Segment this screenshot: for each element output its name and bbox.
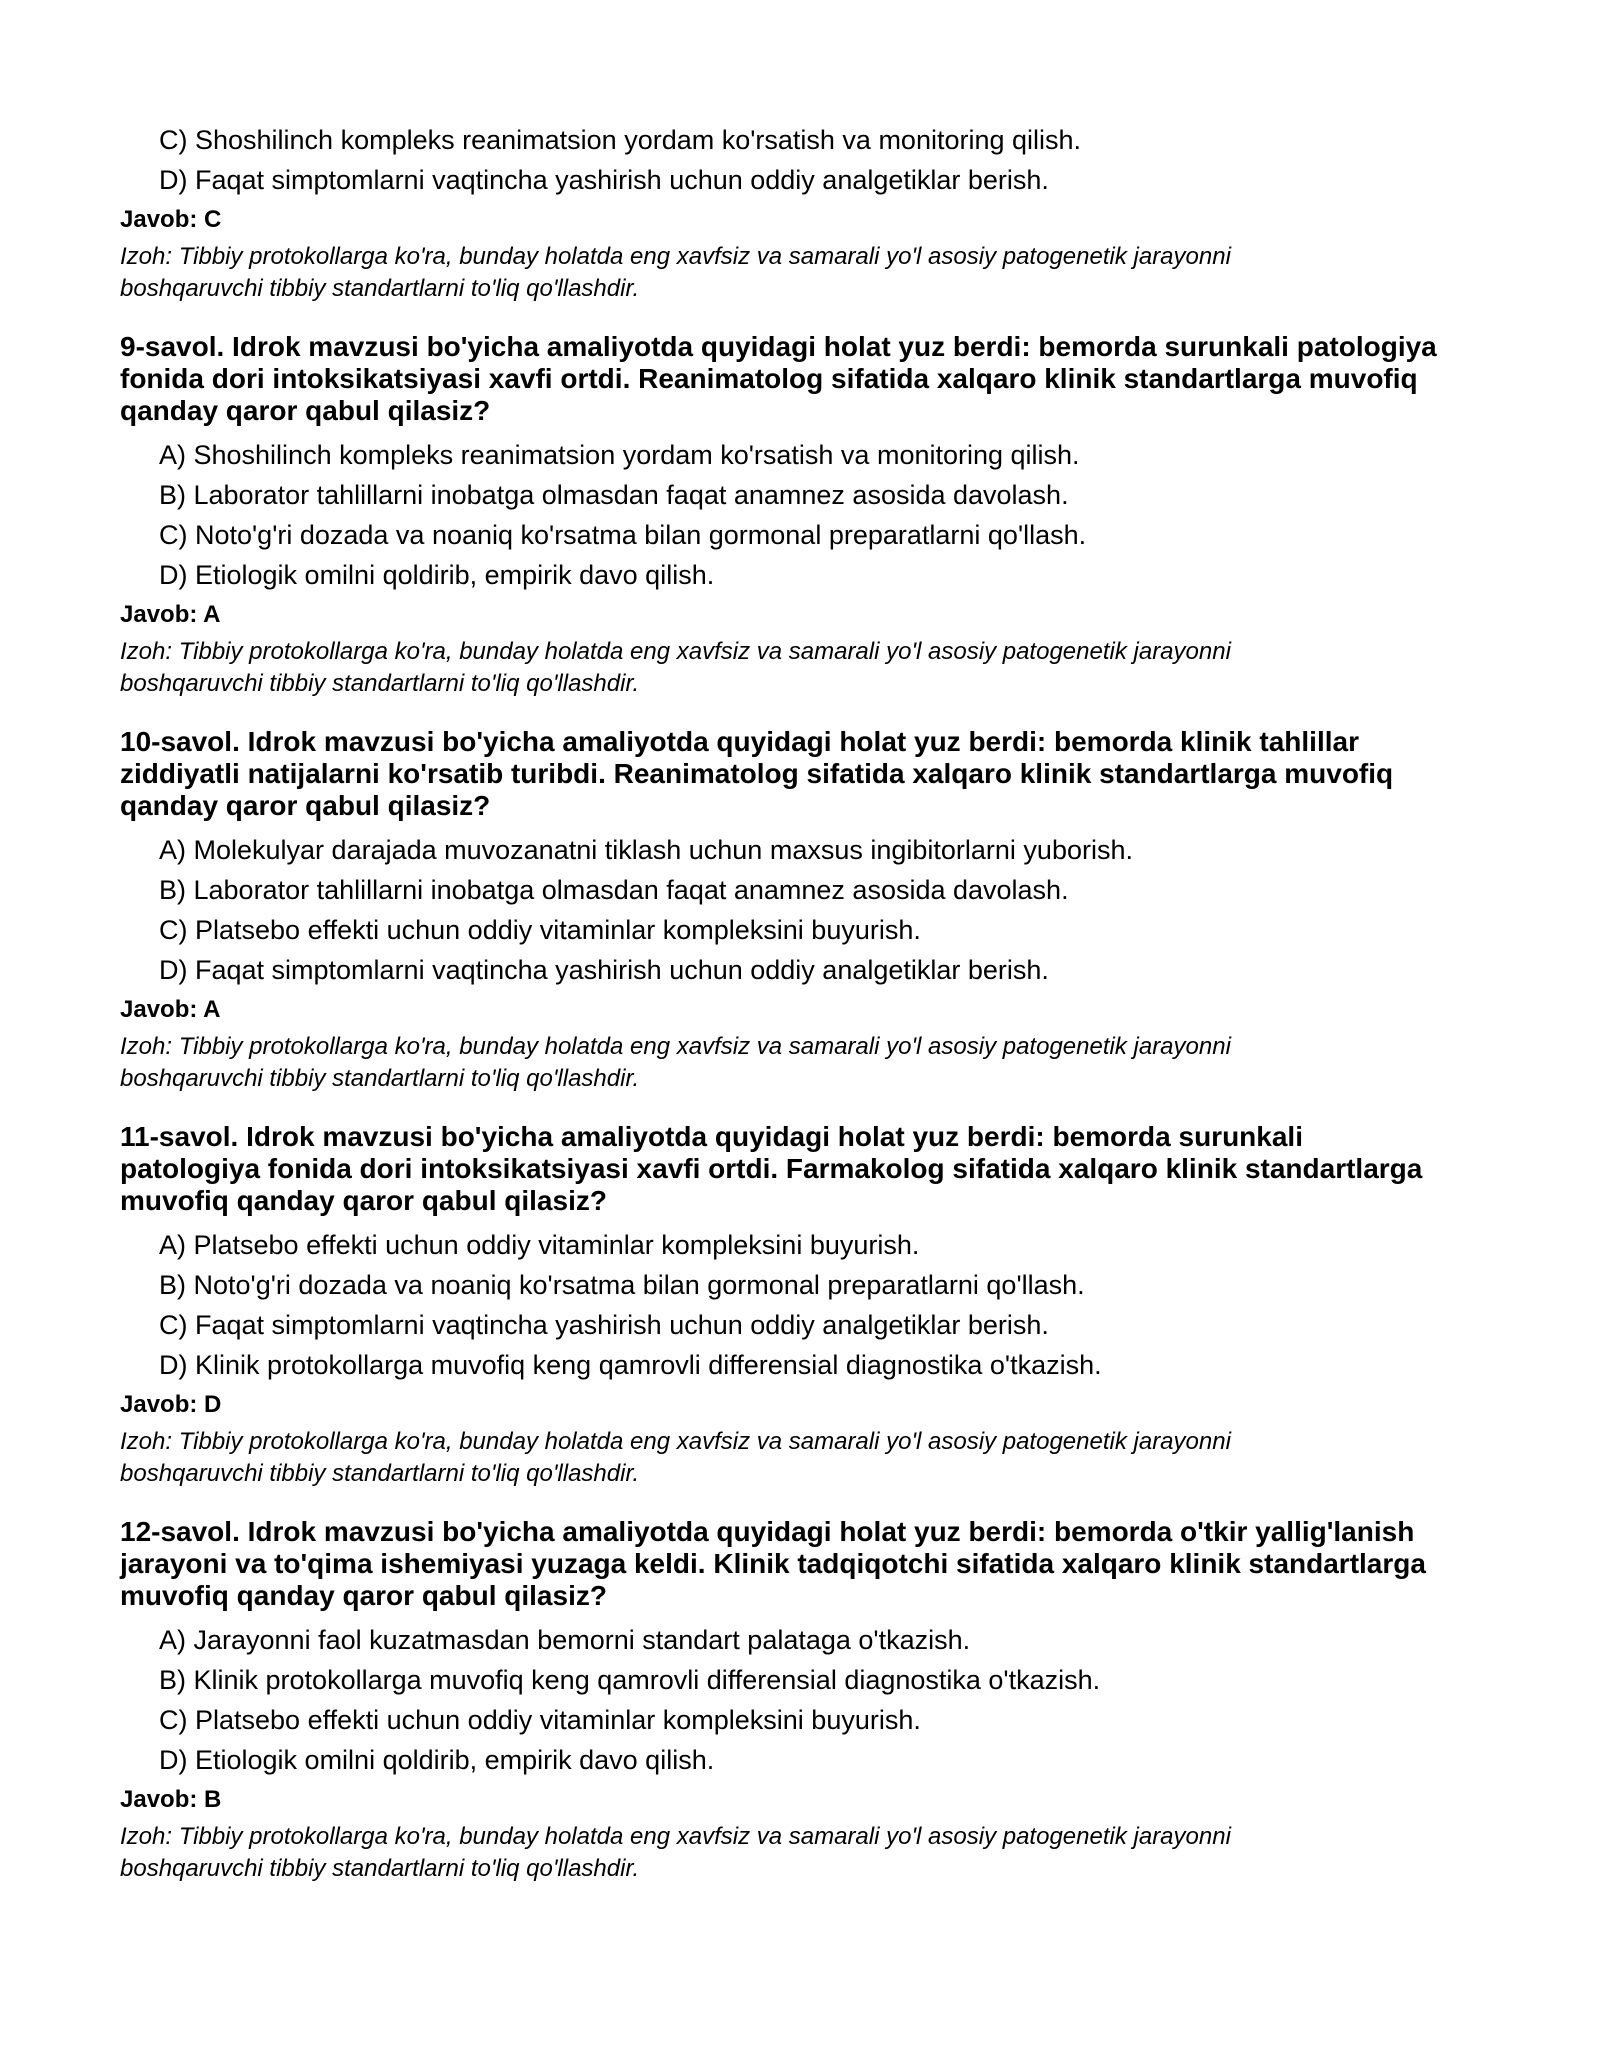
- explanation-line: Izoh: Tibbiy protokollarga ko'ra, bunday holatda eng xavfsiz va samarali yo'l asosiy patogenetik jarayonni: [120, 1823, 1231, 1850]
- explanation-note: [120, 241, 1490, 305]
- option-b: B) Laborator tahlillarni inobatga olmasdan faqat anamnez asosida davolash.: [159, 480, 1069, 510]
- question-title-line: qanday qaror qabul qilasiz?: [120, 790, 491, 821]
- question-title-line: patologiya fonida dori intoksikatsiyasi xavfi ortdi. Farmakolog sifatida xalqaro klinik standartlarga: [120, 1153, 1423, 1184]
- explanation-note: [120, 1031, 1490, 1095]
- option-c: C) Platsebo effekti uchun oddiy vitaminlar kompleksini buyurish.: [159, 1705, 921, 1735]
- option-b: B) Klinik protokollarga muvofiq keng qamrovli differensial diagnostika o'tkazish.: [159, 1665, 1101, 1695]
- question-title: [120, 726, 1490, 822]
- question-title-line: 9-savol. Idrok mavzusi bo'yicha amaliyotda quyidagi holat yuz berdi: bemorda surunkali patologiya: [120, 331, 1437, 362]
- question-title: [120, 1121, 1490, 1217]
- option-d: D) Etiologik omilni qoldirib, empirik davo qilish.: [159, 560, 715, 590]
- option-c: C) Faqat simptomlarni vaqtincha yashirish uchun oddiy analgetiklar berish.: [159, 1310, 1049, 1340]
- option-b: B) Noto'g'ri dozada va noaniq ko'rsatma bilan gormonal preparatlarni qo'llash.: [159, 1270, 1085, 1300]
- option-d: D) Klinik protokollarga muvofiq keng qamrovli differensial diagnostika o'tkazish.: [159, 1350, 1102, 1380]
- option-list: [159, 830, 1490, 990]
- question-8-continuation: [120, 120, 1490, 305]
- option-b: B) Laborator tahlillarni inobatga olmasdan faqat anamnez asosida davolash.: [159, 875, 1069, 905]
- question-9: [120, 331, 1490, 700]
- option-list: [159, 120, 1490, 200]
- answer-label: Javob: D: [120, 1391, 222, 1418]
- question-title-line: muvofiq qanday qaror qabul qilasiz?: [120, 1185, 607, 1216]
- option-c: C) Noto'g'ri dozada va noaniq ko'rsatma bilan gormonal preparatlarni qo'llash.: [159, 520, 1087, 550]
- explanation-note: [120, 636, 1490, 700]
- question-title-line: jarayoni va to'qima ishemiyasi yuzaga keldi. Klinik tadqiqotchi sifatida xalqaro klinik standartlarga: [120, 1548, 1426, 1579]
- option-c: C) Shoshilinch kompleks reanimatsion yordam ko'rsatish va monitoring qilish.: [159, 125, 1082, 155]
- explanation-line: boshqaruvchi tibbiy standartlarni to'liq qo'llashdir.: [120, 1065, 640, 1092]
- answer-label: Javob: A: [120, 996, 221, 1023]
- option-list: [159, 435, 1490, 595]
- option-d: D) Faqat simptomlarni vaqtincha yashirish uchun oddiy analgetiklar berish.: [159, 955, 1049, 985]
- explanation-line: Izoh: Tibbiy protokollarga ko'ra, bunday holatda eng xavfsiz va samarali yo'l asosiy patogenetik jarayonni: [120, 638, 1231, 665]
- question-11: [120, 1121, 1490, 1490]
- option-list: [159, 1620, 1490, 1780]
- question-title-line: 11-savol. Idrok mavzusi bo'yicha amaliyotda quyidagi holat yuz berdi: bemorda surunkali: [120, 1121, 1303, 1152]
- option-d: D) Etiologik omilni qoldirib, empirik davo qilish.: [159, 1745, 715, 1775]
- explanation-line: boshqaruvchi tibbiy standartlarni to'liq qo'llashdir.: [120, 1460, 640, 1487]
- explanation-note: [120, 1426, 1490, 1490]
- option-c: C) Platsebo effekti uchun oddiy vitaminlar kompleksini buyurish.: [159, 915, 921, 945]
- option-d: D) Faqat simptomlarni vaqtincha yashirish uchun oddiy analgetiklar berish.: [159, 165, 1049, 195]
- option-a: A) Platsebo effekti uchun oddiy vitaminlar kompleksini buyurish.: [159, 1230, 920, 1260]
- question-title-line: ziddiyatli natijalarni ko'rsatib turibdi. Reanimatolog sifatida xalqaro klinik standartlarga muvofiq: [120, 758, 1394, 789]
- question-title-line: muvofiq qanday qaror qabul qilasiz?: [120, 1580, 607, 1611]
- option-list: [159, 1225, 1490, 1385]
- explanation-line: boshqaruvchi tibbiy standartlarni to'liq qo'llashdir.: [120, 1855, 640, 1882]
- question-title: [120, 331, 1490, 427]
- option-a: A) Molekulyar darajada muvozanatni tiklash uchun maxsus ingibitorlarni yuborish.: [159, 835, 1133, 865]
- question-12: [120, 1516, 1490, 1885]
- explanation-note: [120, 1821, 1490, 1885]
- explanation-line: boshqaruvchi tibbiy standartlarni to'liq qo'llashdir.: [120, 275, 640, 302]
- question-title-line: qanday qaror qabul qilasiz?: [120, 395, 491, 426]
- answer-label: Javob: A: [120, 601, 221, 628]
- question-10: [120, 726, 1490, 1095]
- explanation-line: boshqaruvchi tibbiy standartlarni to'liq qo'llashdir.: [120, 670, 640, 697]
- question-title-line: 10-savol. Idrok mavzusi bo'yicha amaliyotda quyidagi holat yuz berdi: bemorda klinik tahlillar: [120, 726, 1359, 757]
- question-title: [120, 1516, 1490, 1612]
- answer-label: Javob: C: [120, 206, 222, 233]
- option-a: A) Shoshilinch kompleks reanimatsion yordam ko'rsatish va monitoring qilish.: [159, 440, 1080, 470]
- explanation-line: Izoh: Tibbiy protokollarga ko'ra, bunday holatda eng xavfsiz va samarali yo'l asosiy patogenetik jarayonni: [120, 1428, 1231, 1455]
- answer-label: Javob: B: [120, 1786, 222, 1813]
- document-page: [120, 120, 1490, 1911]
- explanation-line: Izoh: Tibbiy protokollarga ko'ra, bunday holatda eng xavfsiz va samarali yo'l asosiy patogenetik jarayonni: [120, 1033, 1231, 1060]
- explanation-line: Izoh: Tibbiy protokollarga ko'ra, bunday holatda eng xavfsiz va samarali yo'l asosiy patogenetik jarayonni: [120, 243, 1231, 270]
- question-title-line: fonida dori intoksikatsiyasi xavfi ortdi. Reanimatolog sifatida xalqaro klinik standartlarga muvofiq: [120, 363, 1418, 394]
- question-title-line: 12-savol. Idrok mavzusi bo'yicha amaliyotda quyidagi holat yuz berdi: bemorda o'tkir yallig'lanish: [120, 1516, 1415, 1547]
- option-a: A) Jarayonni faol kuzatmasdan bemorni standart palataga o'tkazish.: [159, 1625, 971, 1655]
